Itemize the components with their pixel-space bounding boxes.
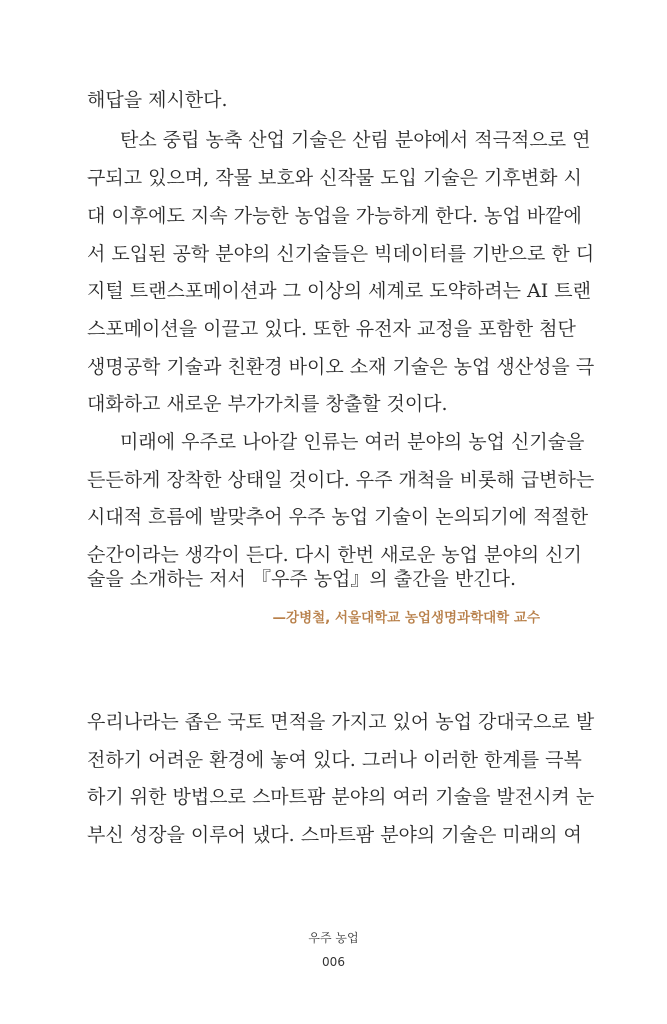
text-line: 전하기 어려운 환경에 놓여 있다. 그러나 이러한 한계를 극복: [87, 749, 582, 771]
text-line: 하기 위한 방법으로 스마트팜 분야의 여러 기술을 발전시켜 눈: [87, 786, 595, 808]
text-line: 대화하고 새로운 부가가치를 창출할 것이다.: [87, 393, 448, 415]
text-line: 우리나라는 좁은 국토 면적을 가지고 있어 농업 강대국으로 발: [87, 711, 595, 733]
text-line: 서 도입된 공학 분야의 신기술들은 빅데이터를 기반으로 한 디: [87, 243, 595, 265]
text-line: 든든하게 장착한 상태일 것이다. 우주 개척을 비롯해 급변하는: [87, 469, 595, 491]
text-line: 부신 성장을 이루어 냈다. 스마트팜 분야의 기술은 미래의 여: [87, 824, 582, 846]
text-line: 지털 트랜스포메이션과 그 이상의 세계로 도약하려는 AI 트랜: [87, 280, 592, 302]
text-line: 시대적 흐름에 발맞추어 우주 농업 기술이 논의되기에 적절한: [87, 506, 589, 528]
running-footer-title: 우주 농업: [308, 931, 359, 945]
page-number: 006: [322, 955, 345, 969]
text-line: 스포메이션을 이끌고 있다. 또한 유전자 교정을 포함한 첨단: [87, 318, 576, 340]
text-line: 구되고 있으며, 작물 보호와 신작물 도입 기술은 기후변화 시: [87, 167, 582, 189]
text-line: 미래에 우주로 나아갈 인류는 여러 분야의 농업 신기술을: [120, 431, 585, 453]
text-line: 술을 소개하는 저서 『우주 농업』의 출간을 반긴다.: [87, 568, 517, 590]
text-line: 대 이후에도 지속 가능한 농업을 가능하게 한다. 농업 바깥에: [87, 205, 582, 227]
text-line: 생명공학 기술과 친환경 바이오 소재 기술은 농업 생산성을 극: [87, 356, 595, 378]
text-line: 순간이라는 생각이 든다. 다시 한번 새로운 농업 분야의 신기: [87, 544, 582, 566]
text-line: 해답을 제시한다.: [87, 89, 228, 111]
endorsement-attribution: —강병철, 서울대학교 농업생명과학대학 교수: [272, 610, 540, 626]
text-line: 탄소 중립 농축 산업 기술은 산림 분야에서 적극적으로 연: [120, 129, 591, 151]
